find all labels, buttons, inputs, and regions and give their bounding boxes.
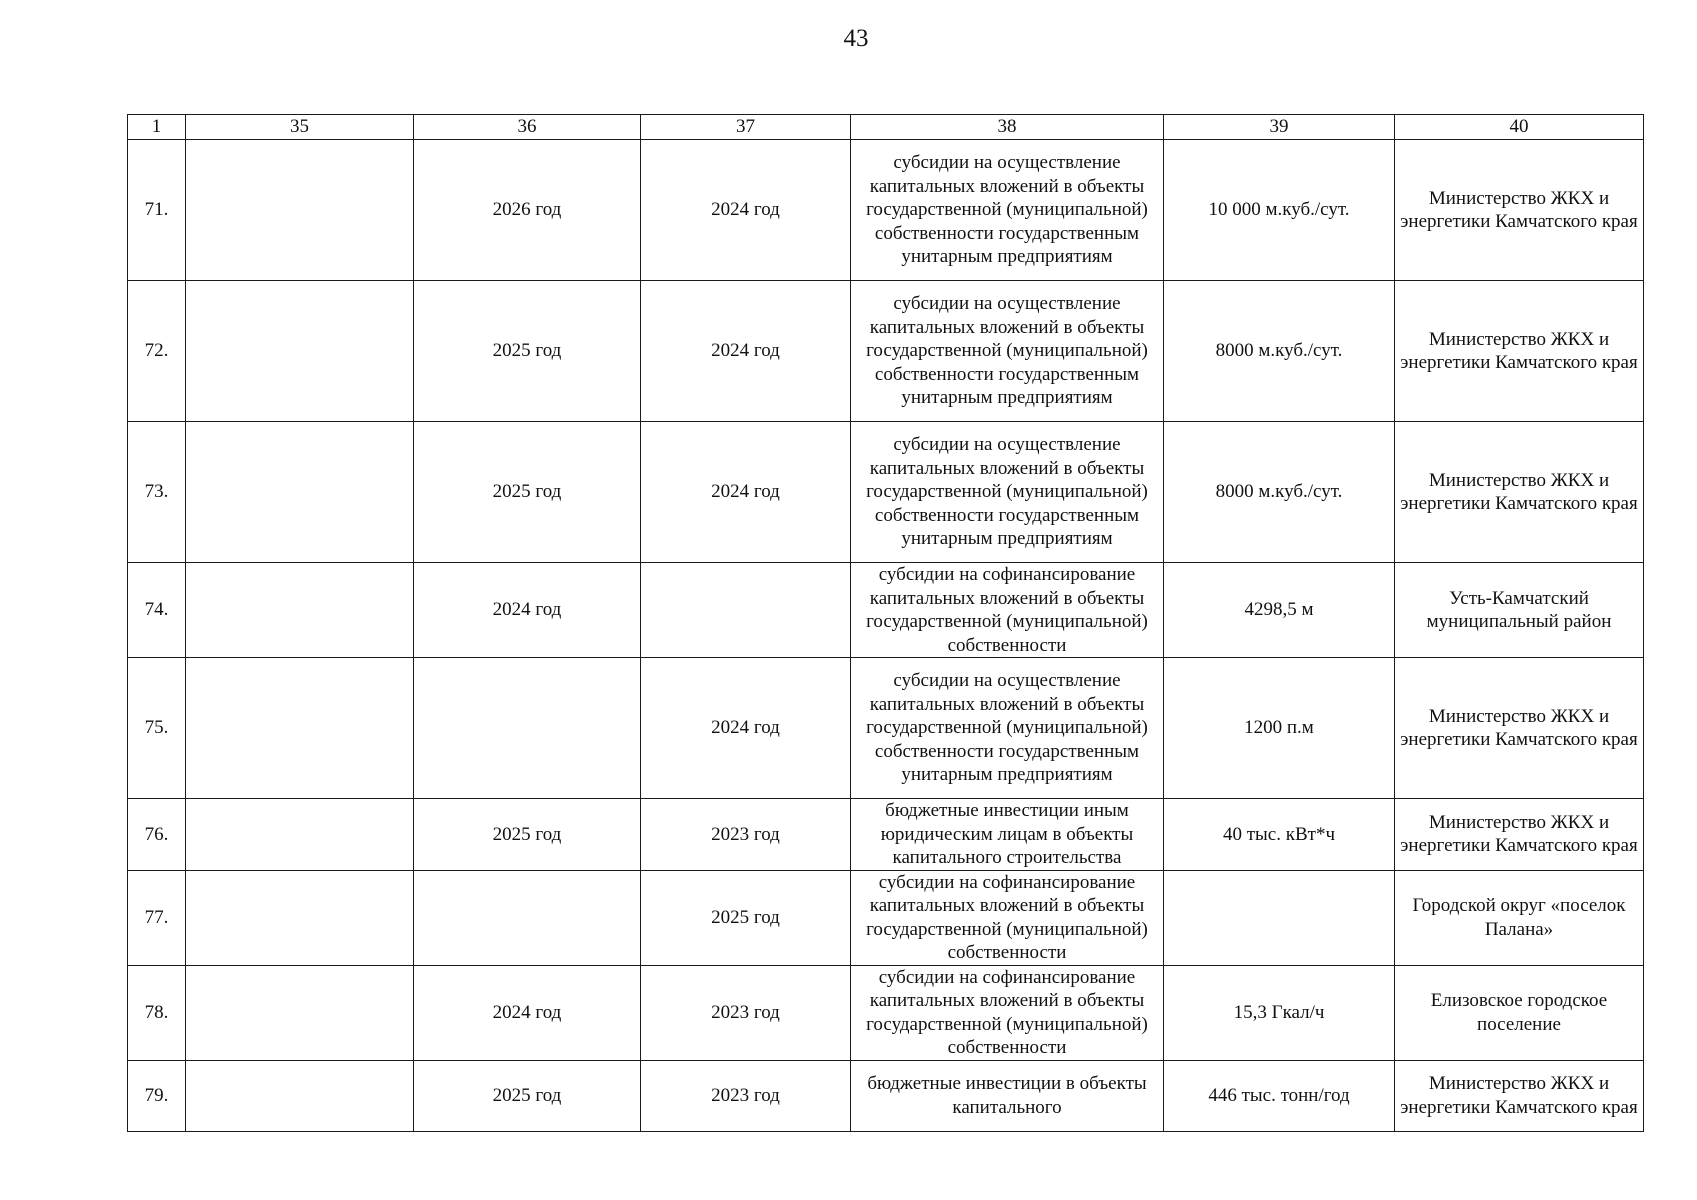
- row-number: 76.: [128, 799, 186, 871]
- cell-36: 2026 год: [414, 140, 641, 281]
- cell-36: 2025 год: [414, 1060, 641, 1131]
- cell-39: [1164, 870, 1395, 965]
- cell-40: Министерство ЖКХ и энергетики Камчатского края: [1395, 799, 1644, 871]
- table-row: [128, 281, 1644, 422]
- cell-39: 446 тыс. тонн/год: [1164, 1060, 1395, 1131]
- cell-39: 4298,5 м: [1164, 563, 1395, 658]
- col-header-36: 36: [414, 115, 641, 140]
- row-number: 77.: [128, 870, 186, 965]
- cell-37: 2023 год: [641, 799, 851, 871]
- cell-40: Городской округ «поселок Палана»: [1395, 870, 1644, 965]
- cell-37: [641, 563, 851, 658]
- cell-38: субсидии на осуществление капитальных вложений в объекты государственной (муниципальной) собственности государственным унитарным предприятиям: [851, 281, 1164, 422]
- cell-38: субсидии на софинансирование капитальных вложений в объекты государственной (муниципальной) собственности: [851, 563, 1164, 658]
- cell-36: 2025 год: [414, 422, 641, 563]
- page-number: 43: [843, 25, 869, 52]
- cell-36: 2024 год: [414, 965, 641, 1060]
- row-number: 72.: [128, 281, 186, 422]
- cell-40: Министерство ЖКХ и энергетики Камчатского края: [1395, 1060, 1644, 1131]
- cell-40: Министерство ЖКХ и энергетики Камчатского края: [1395, 422, 1644, 563]
- table-row: [128, 965, 1644, 1060]
- row-number: 75.: [128, 658, 186, 799]
- cell-35: [186, 1060, 414, 1131]
- cell-37: 2024 год: [641, 281, 851, 422]
- cell-37: 2024 год: [641, 422, 851, 563]
- cell-40: Министерство ЖКХ и энергетики Камчатского края: [1395, 140, 1644, 281]
- cell-35: [186, 658, 414, 799]
- cell-38: субсидии на софинансирование капитальных вложений в объекты государственной (муниципальной) собственности: [851, 965, 1164, 1060]
- cell-39: 8000 м.куб./сут.: [1164, 281, 1395, 422]
- cell-39: 8000 м.куб./сут.: [1164, 422, 1395, 563]
- cell-40: Елизовское городское поселение: [1395, 965, 1644, 1060]
- cell-36: 2025 год: [414, 799, 641, 871]
- table-row: [128, 422, 1644, 563]
- cell-39: 1200 п.м: [1164, 658, 1395, 799]
- table-row: [128, 1060, 1644, 1131]
- cell-39: 10 000 м.куб./сут.: [1164, 140, 1395, 281]
- row-number: 79.: [128, 1060, 186, 1131]
- cell-40: Усть-Камчатский муниципальный район: [1395, 563, 1644, 658]
- data-table: [127, 114, 1644, 1132]
- cell-35: [186, 563, 414, 658]
- cell-37: 2024 год: [641, 658, 851, 799]
- cell-35: [186, 422, 414, 563]
- cell-38: субсидии на осуществление капитальных вложений в объекты государственной (муниципальной) собственности государственным унитарным предприятиям: [851, 140, 1164, 281]
- table-row: [128, 799, 1644, 871]
- row-number: 71.: [128, 140, 186, 281]
- cell-39: 40 тыс. кВт*ч: [1164, 799, 1395, 871]
- table-row: [128, 140, 1644, 281]
- cell-36: [414, 870, 641, 965]
- cell-36: [414, 658, 641, 799]
- cell-35: [186, 870, 414, 965]
- col-header-38: 38: [851, 115, 1164, 140]
- cell-36: 2024 год: [414, 563, 641, 658]
- cell-38: бюджетные инвестиции в объекты капитального: [851, 1060, 1164, 1131]
- table-row: [128, 563, 1644, 658]
- cell-40: Министерство ЖКХ и энергетики Камчатского края: [1395, 658, 1644, 799]
- cell-38: субсидии на осуществление капитальных вложений в объекты государственной (муниципальной) собственности государственным унитарным предприятиям: [851, 658, 1164, 799]
- cell-35: [186, 799, 414, 871]
- table-row: [128, 870, 1644, 965]
- col-header-1: 1: [128, 115, 186, 140]
- header-row: [128, 115, 1644, 140]
- cell-37: 2025 год: [641, 870, 851, 965]
- cell-39: 15,3 Гкал/ч: [1164, 965, 1395, 1060]
- cell-37: 2023 год: [641, 1060, 851, 1131]
- col-header-40: 40: [1395, 115, 1644, 140]
- row-number: 74.: [128, 563, 186, 658]
- cell-38: субсидии на осуществление капитальных вложений в объекты государственной (муниципальной) собственности государственным унитарным предприятиям: [851, 422, 1164, 563]
- cell-37: 2024 год: [641, 140, 851, 281]
- cell-38: бюджетные инвестиции иным юридическим лицам в объекты капитального строительства: [851, 799, 1164, 871]
- cell-36: 2025 год: [414, 281, 641, 422]
- col-header-35: 35: [186, 115, 414, 140]
- table-row: [128, 658, 1644, 799]
- cell-35: [186, 140, 414, 281]
- col-header-37: 37: [641, 115, 851, 140]
- cell-37: 2023 год: [641, 965, 851, 1060]
- cell-38: субсидии на софинансирование капитальных вложений в объекты государственной (муниципальной) собственности: [851, 870, 1164, 965]
- cell-40: Министерство ЖКХ и энергетики Камчатского края: [1395, 281, 1644, 422]
- cell-35: [186, 965, 414, 1060]
- row-number: 78.: [128, 965, 186, 1060]
- cell-35: [186, 281, 414, 422]
- col-header-39: 39: [1164, 115, 1395, 140]
- row-number: 73.: [128, 422, 186, 563]
